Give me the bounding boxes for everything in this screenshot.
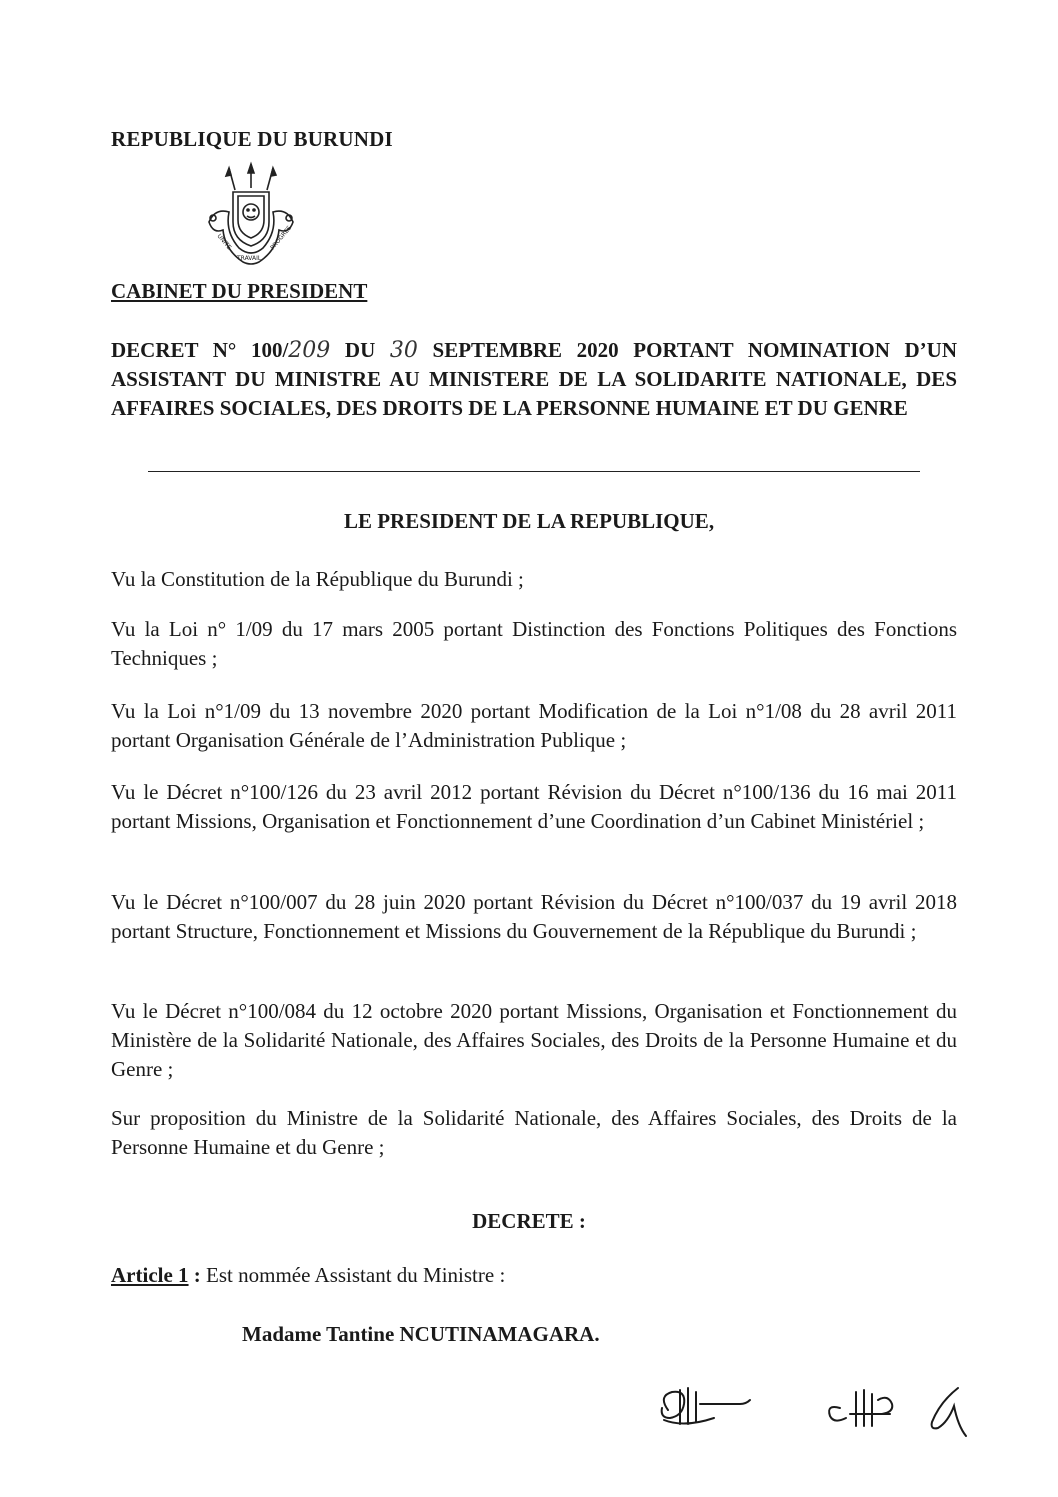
article-1-text: Est nommée Assistant du Ministre : (200, 1263, 506, 1287)
svg-text:UNITE: UNITE (215, 232, 233, 252)
consideration-loi-2020: Vu la Loi n°1/09 du 13 novembre 2020 portant Modification de la Loi n°1/08 du 28 avril 2011 portant Organisation Générale de l’Administration Publique ; (111, 699, 957, 752)
republic-heading: REPUBLIQUE DU BURUNDI (111, 127, 393, 151)
consideration-proposition: Sur proposition du Ministre de la Solidarité Nationale, des Affaires Sociales, des Droits de la Personne Humaine et du Genre ; (111, 1106, 957, 1159)
title-part-1: DECRET N° 100/ (111, 338, 289, 362)
consideration-constitution: Vu la Constitution de la République du Burundi ; (111, 567, 524, 591)
consideration-loi-2005: Vu la Loi n° 1/09 du 17 mars 2005 portant Distinction des Fonctions Politiques des Fonctions Techniques ; (111, 617, 957, 670)
svg-text:TRAVAIL: TRAVAIL (237, 255, 262, 262)
title-divider (148, 471, 920, 472)
title-part-2: DU (330, 338, 390, 362)
article-1-colon: : (188, 1263, 201, 1287)
decrete-heading: DECRETE : (472, 1209, 586, 1233)
decree-title (111, 336, 957, 423)
handwritten-day: 30 (389, 338, 418, 363)
cabinet-heading: CABINET DU PRESIDENT (111, 279, 368, 303)
svg-text:PROGRES: PROGRES (269, 224, 294, 252)
president-heading: LE PRESIDENT DE LA REPUBLIQUE, (343, 509, 715, 533)
handwritten-initials-signature (640, 1370, 970, 1450)
consideration-decret-2012: Vu le Décret n°100/126 du 23 avril 2012 portant Révision du Décret n°100/136 du 16 mai 2011 portant Missions, Organisation et Fonctionnement d’une Coordination d’un Cabinet Ministériel ; (111, 780, 957, 833)
consideration-decret-2020-june: Vu le Décret n°100/007 du 28 juin 2020 portant Révision du Décret n°100/037 du 19 avril 2018 portant Structure, Fonctionnement et Missions du Gouvernement de la République du Burundi ; (111, 890, 957, 943)
handwritten-decree-number: 209 (288, 338, 331, 363)
article-1-label: Article 1 (111, 1263, 189, 1287)
appointee-name: Madame Tantine NCUTINAMAGARA. (242, 1322, 600, 1346)
burundi-coat-of-arms-emblem (195, 160, 307, 272)
article-1 (111, 1263, 505, 1288)
title-part-3: SEPTEMBRE 2020 PORTANT NOMINATION D’UN ASSISTANT DU MINISTRE AU MINISTERE DE LA SOLIDARITE NATIONALE, DES AFFAIRES SOCIALES, DES DROITS DE LA PERSONNE HUMAINE ET DU GENRE (111, 338, 957, 420)
consideration-decret-2020-october: Vu le Décret n°100/084 du 12 octobre 2020 portant Missions, Organisation et Fonctionnement du Ministère de la Solidarité Nationale, des Affaires Sociales, des Droits de la Personne Humaine et du Genre ; (111, 999, 957, 1081)
